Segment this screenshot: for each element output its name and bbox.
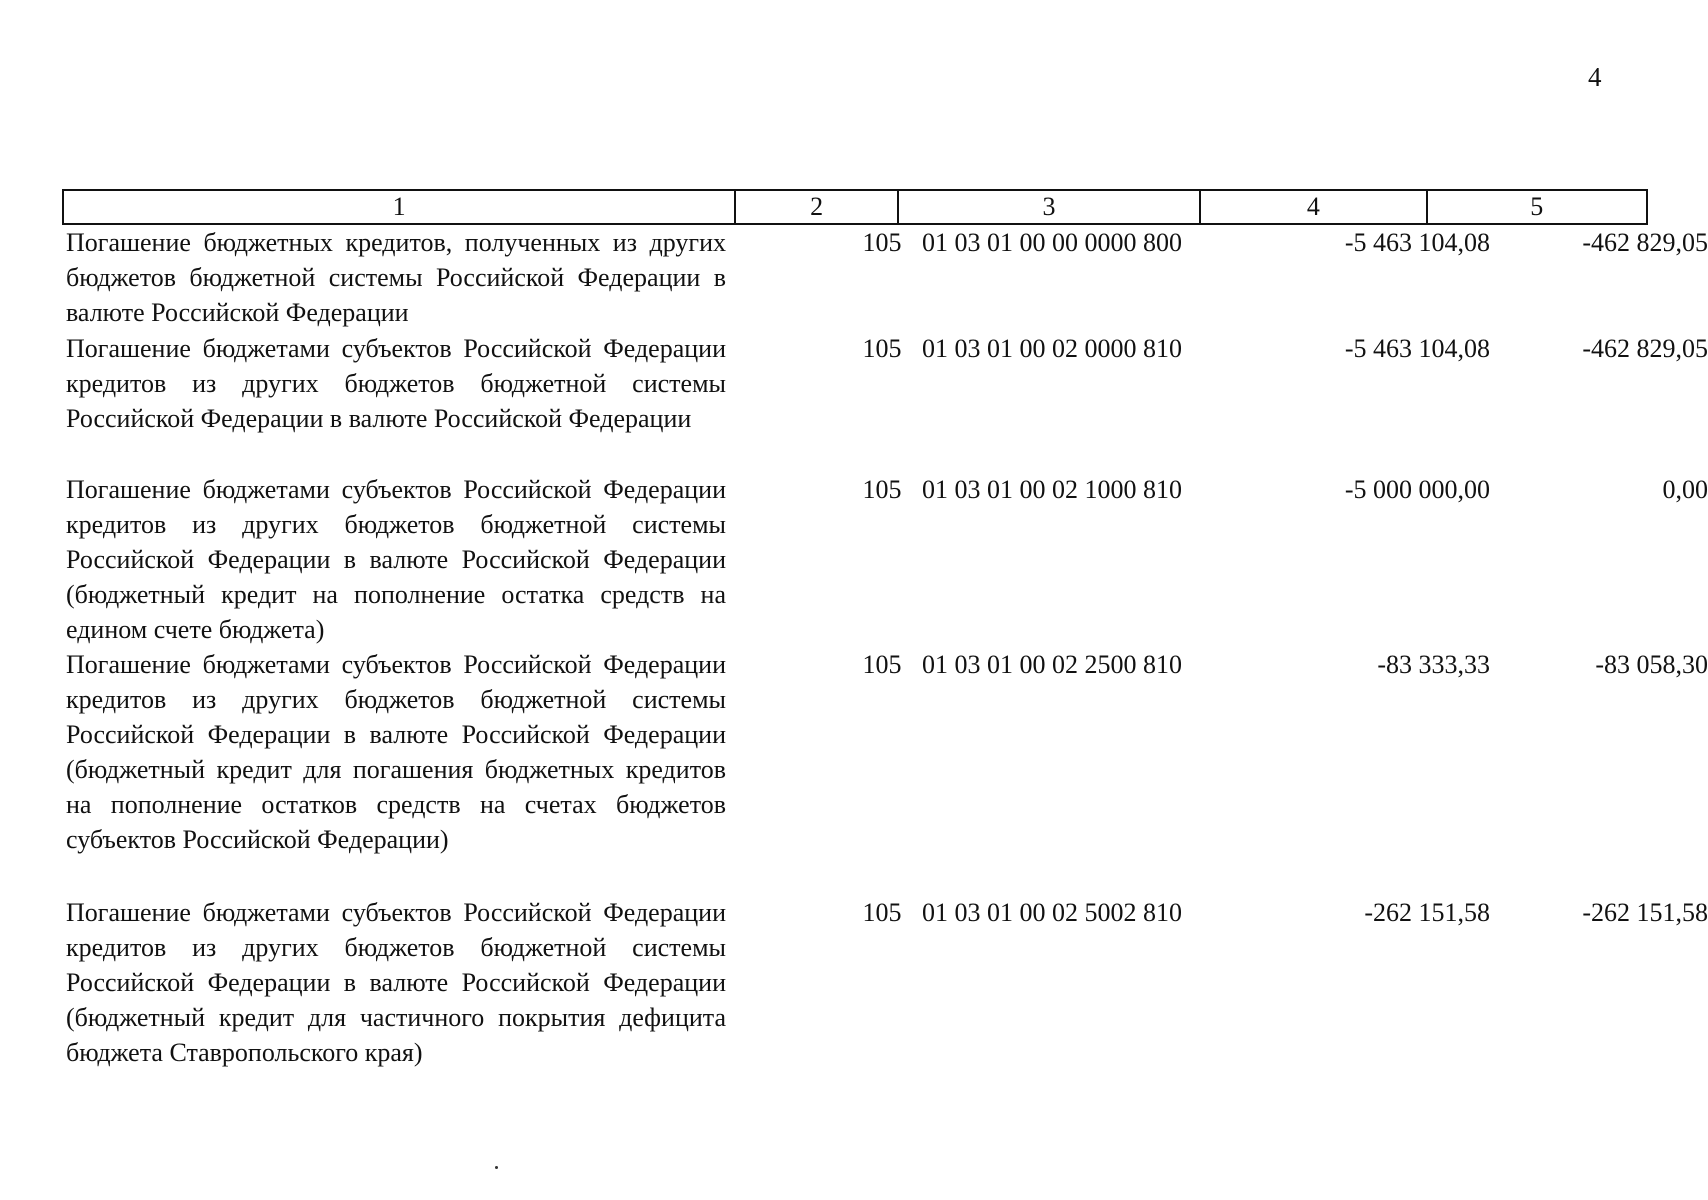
row-value-4: -5 463 104,08 [1344,228,1490,257]
row-value-4: -5 463 104,08 [1344,334,1490,363]
row-value-5: 0,00 [1662,475,1708,504]
row-value-4: -5 000 000,00 [1344,475,1490,504]
row-code: 105 [862,475,902,504]
header-col-4: 4 [1201,191,1427,223]
row-description: Погашение бюджетами субъектов Российской Федерации кредитов из других бюджетов бюджетной системы Российской Федерации в валюте Российской Федерации (бюджетный кредит на пополнение остатка средств на едином счете бюджета) [66,475,726,644]
row-code: 105 [862,334,902,363]
page-number: 4 [1588,62,1602,92]
row-classification: 01 03 01 00 02 1000 810 [922,475,1182,504]
header-col-1: 1 [64,191,736,223]
row-code: 105 [862,898,902,927]
row-value-5: -462 829,05 [1582,228,1708,257]
header-col-5: 5 [1530,192,1544,221]
row-description: Погашение бюджетных кредитов, полученных из других бюджетов бюджетной системы Российской Федерации в валюте Российской Федерации [66,228,726,327]
row-description: Погашение бюджетами субъектов Российской Федерации кредитов из других бюджетов бюджетной системы Российской Федерации в валюте Российской Федерации [66,334,726,433]
header-col-2: 2 [736,191,899,223]
row-classification: 01 03 01 00 00 0000 800 [922,228,1182,257]
row-value-5: -262 151,58 [1582,898,1708,927]
row-code: 105 [862,228,902,257]
row-classification: 01 03 01 00 02 0000 810 [922,334,1182,363]
table-header [62,189,1648,225]
row-classification: 01 03 01 00 02 5002 810 [922,898,1182,927]
row-classification: 01 03 01 00 02 2500 810 [922,650,1182,679]
row-value-5: -462 829,05 [1582,334,1708,363]
header-col-3: 3 [899,191,1201,223]
row-description: Погашение бюджетами субъектов Российской Федерации кредитов из других бюджетов бюджетной системы Российской Федерации в валюте Российской Федерации (бюджетный кредит для частичного покрытия дефицита бюджета Ставропольского края) [66,898,726,1067]
row-value-4: -262 151,58 [1364,898,1490,927]
row-value-4: -83 333,33 [1377,650,1490,679]
row-code: 105 [862,650,902,679]
row-description: Погашение бюджетами субъектов Российской Федерации кредитов из других бюджетов бюджетной системы Российской Федерации в валюте Российской Федерации (бюджетный кредит для погашения бюджетных кредитов на пополнение остатков средств на счетах бюджетов субъектов Российской Федерации) [66,650,726,854]
scan-dot [495,1166,498,1169]
row-value-5: -83 058,30 [1595,650,1708,679]
